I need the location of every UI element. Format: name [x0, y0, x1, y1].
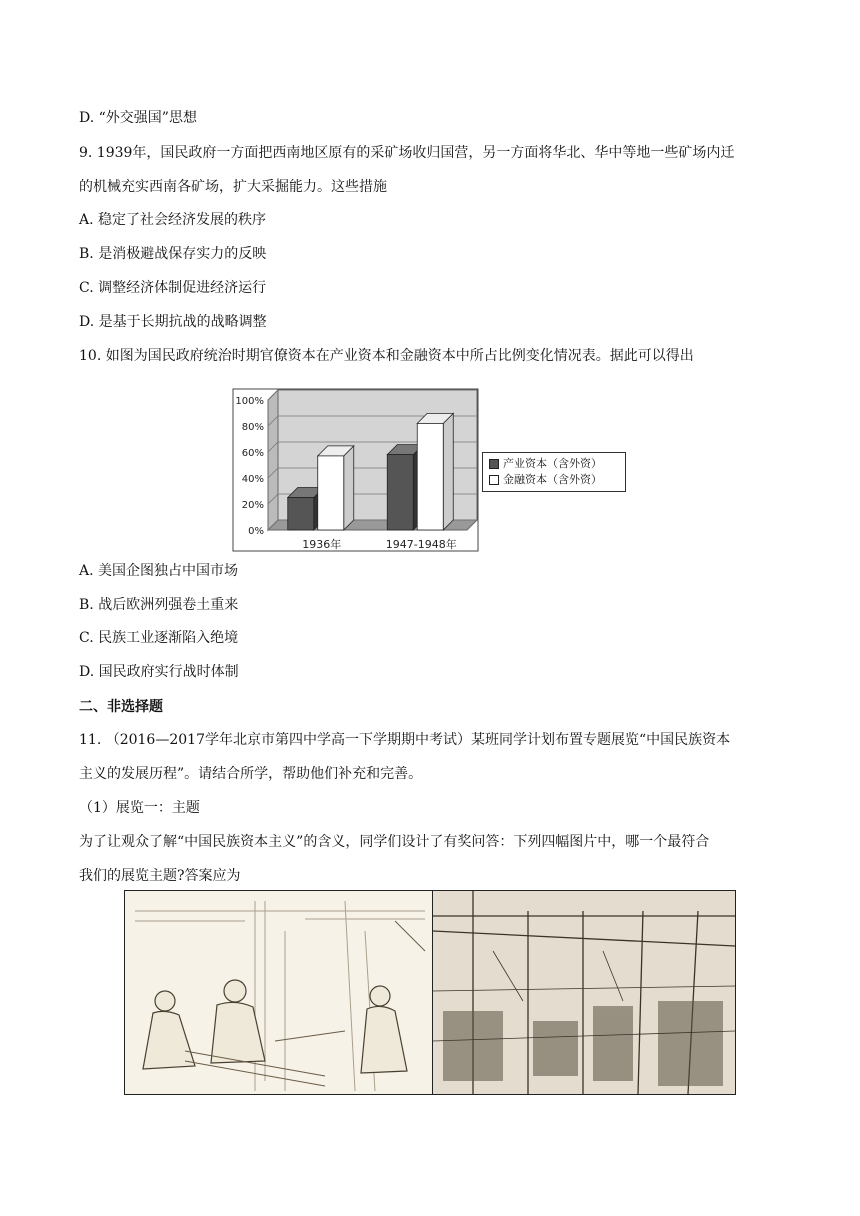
legend-swatch-financial	[489, 475, 499, 485]
bar	[417, 423, 443, 530]
question-9-line-2: 的机械充实西南各矿场，扩大采掘能力。这些措施	[79, 179, 387, 195]
y-tick-label: 80%	[241, 422, 264, 433]
ancient-weaving-illustration	[125, 891, 432, 1094]
option-a-q10: A. 美国企图独占中国市场	[79, 563, 239, 579]
image-table	[124, 890, 736, 1095]
factory-sketch	[433, 891, 735, 1094]
option-d-q10: D. 国民政府实行战时体制	[79, 664, 239, 680]
quiz-prompt-line-2: 我们的展览主题?答案应为	[79, 868, 241, 884]
x-tick-label: 1947-1948年	[385, 538, 457, 551]
option-d-q9: D. 是基于长期抗战的战略调整	[79, 314, 267, 330]
option-c-q9: C. 调整经济体制促进经济运行	[79, 280, 267, 296]
sub-question-1: （1）展览一：主题	[79, 800, 200, 816]
section-heading: 二、非选择题	[79, 699, 163, 715]
quiz-prompt-line-1: 为了让观众了解“中国民族资本主义”的含义，同学们设计了有奖问答：下列四幅图片中，哪一个最符合	[79, 834, 710, 850]
y-tick-label: 0%	[248, 526, 264, 537]
y-tick-label: 100%	[235, 396, 264, 407]
legend-label-industrial: 产业资本（含外资）	[503, 457, 602, 470]
question-9-line-1: 9. 1939年，国民政府一方面把西南地区原有的采矿场收归国营，另一方面将华北、华中等地一些矿场内迁	[79, 145, 735, 161]
bar	[288, 498, 314, 531]
legend-entry-financial	[489, 472, 602, 488]
option-a-q9: A. 稳定了社会经济发展的秩序	[79, 212, 267, 228]
question-11-line-2: 主义的发展历程”。请结合所学，帮助他们补充和完善。	[79, 766, 423, 782]
question-10: 10. 如图为国民政府统治时期官僚资本在产业资本和金融资本中所占比例变化情况表。据此可以得出	[79, 348, 694, 364]
legend-swatch-industrial	[489, 459, 499, 469]
option-c-q10: C. 民族工业逐渐陷入绝境	[79, 630, 239, 646]
option-d-q8: D. “外交强国”思想	[79, 110, 197, 126]
bar-side	[344, 446, 354, 530]
option-b-q9: B. 是消极避战保存实力的反映	[79, 246, 267, 262]
chart-side-wall	[268, 390, 278, 530]
legend-entry-industrial	[489, 456, 602, 472]
factory-machinery-illustration	[433, 891, 735, 1094]
question-11-line-1: 11. （2016—2017学年北京市第四中学高一下学期期中考试）某班同学计划布置专题展览“中国民族资本	[79, 732, 731, 748]
bar	[387, 455, 413, 530]
bar-side	[443, 413, 453, 530]
option-b-q10: B. 战后欧洲列强卷土重来	[79, 597, 239, 613]
legend-label-financial: 金融资本（含外资）	[503, 473, 602, 486]
x-tick-label: 1936年	[302, 538, 342, 551]
y-tick-label: 60%	[241, 448, 264, 459]
weaving-sketch	[125, 891, 432, 1094]
bar	[318, 456, 344, 530]
chart-legend	[482, 452, 626, 492]
y-tick-label: 40%	[241, 474, 264, 485]
y-tick-label: 20%	[241, 500, 264, 511]
